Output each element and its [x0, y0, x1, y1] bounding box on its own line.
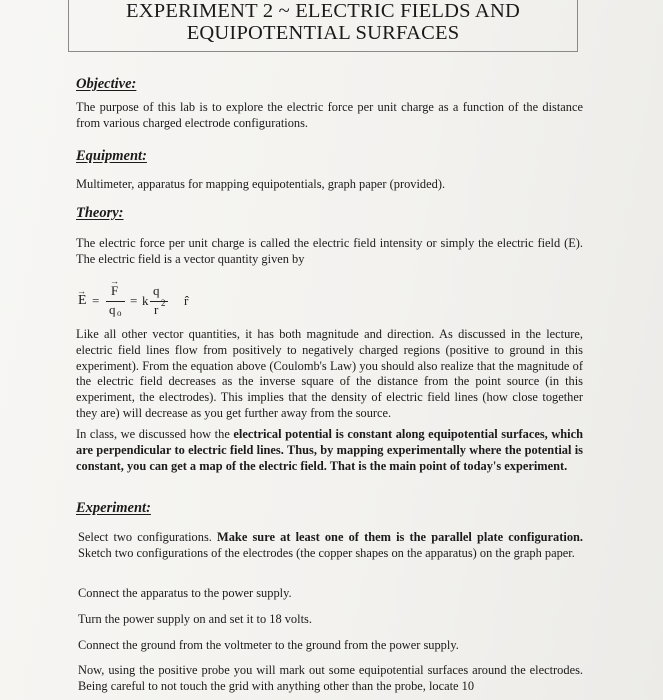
step-5: Now, using the positive probe you will mark out some equipotential surfaces around the electrodes. Being careful to not touch the grid with anything other than the probe, locate 10 [78, 663, 583, 693]
theory-intro [76, 236, 583, 268]
theory-paragraph-3 [76, 427, 583, 474]
formula-q0: q [109, 302, 116, 317]
step-3: Turn the power supply on and set it to 18 volts. [78, 612, 312, 626]
title-line-2: EQUIPOTENTIAL SURFACES [186, 22, 460, 44]
formula-f: F [111, 283, 119, 298]
step-1 [78, 530, 583, 562]
formula-r: r [154, 302, 159, 317]
objective-text [76, 100, 583, 132]
experiment-step-5 [78, 663, 583, 695]
step-4: Connect the ground from the voltmeter to the ground from the power supply. [78, 638, 459, 652]
title-box [68, 0, 578, 52]
step-1-end: Sketch two configurations of the electrodes (the copper shapes on the apparatus) on the graph paper. [78, 545, 575, 560]
equipment-text [76, 177, 583, 193]
theory-para3 [76, 427, 583, 474]
equipment-heading: Equipment: [76, 148, 147, 164]
formula-r-exp: 2 [161, 298, 166, 308]
theory-para2: Like all other vector quantities, it has both magnitude and direction. As discussed in the lecture, electric field lines flow from positively to negatively charged regions (positive to ground in this experiment). From the equation above (Coulomb's Law) you should also realize that the magnitude of the electric field decreases as the inverse square of the distance from the point source (in this experiment, the electrodes). This implies that the density of electric field lines (how close together they are) will decrease as you get further away from the source. [76, 327, 583, 420]
equipment-paragraph: Multimeter, apparatus for mapping equipotentials, graph paper (provided). [76, 177, 446, 191]
coulomb-formula [76, 276, 216, 320]
objective-heading: Objective: [76, 76, 137, 92]
experiment-step-2 [78, 586, 583, 602]
formula-rhat: r̂ [184, 293, 189, 308]
formula-e-arrow: → [77, 286, 86, 296]
experiment-step-3 [78, 612, 583, 628]
experiment-step-4 [78, 638, 583, 654]
step-1-bold: Make sure at least one of them is the parallel plate configuration. [217, 530, 583, 544]
theory-heading: Theory: [76, 205, 124, 221]
formula-q: q [153, 283, 160, 298]
formula-e: E [78, 293, 87, 308]
theory-paragraph-2 [76, 327, 583, 422]
step-1-start: Select two configurations. [78, 530, 218, 544]
theory-para3-bold: electrical potential is constant along equipotential surfaces, which are perpendicular to electric field lines. Thus, by mapping experimentally where the potential is constant, you can get a map of the electric field. That is the main point of today's experiment. [76, 427, 584, 473]
formula-eq1: = [92, 293, 100, 308]
formula-eq2: = [130, 293, 138, 308]
objective-paragraph: The purpose of this lab is to explore the electric force per unit charge as a function of the distance from various charged electrode configurations. [76, 100, 583, 130]
theory-para3-start: In class, we discussed how the [76, 427, 234, 441]
formula-k: k [142, 293, 149, 308]
formula-f-arrow: → [110, 276, 119, 286]
theory-intro-paragraph: The electric force per unit charge is called the electric field intensity or simply the electric field (E). The electric field is a vector quantity given by [76, 236, 583, 266]
experiment-step-1 [78, 530, 583, 562]
formula-q0-sub: o [117, 308, 122, 318]
step-2: Connect the apparatus to the power supply. [78, 586, 292, 600]
title-line-1: EXPERIMENT 2 ~ ELECTRIC FIELDS AND [126, 0, 520, 22]
experiment-heading: Experiment: [76, 500, 151, 516]
